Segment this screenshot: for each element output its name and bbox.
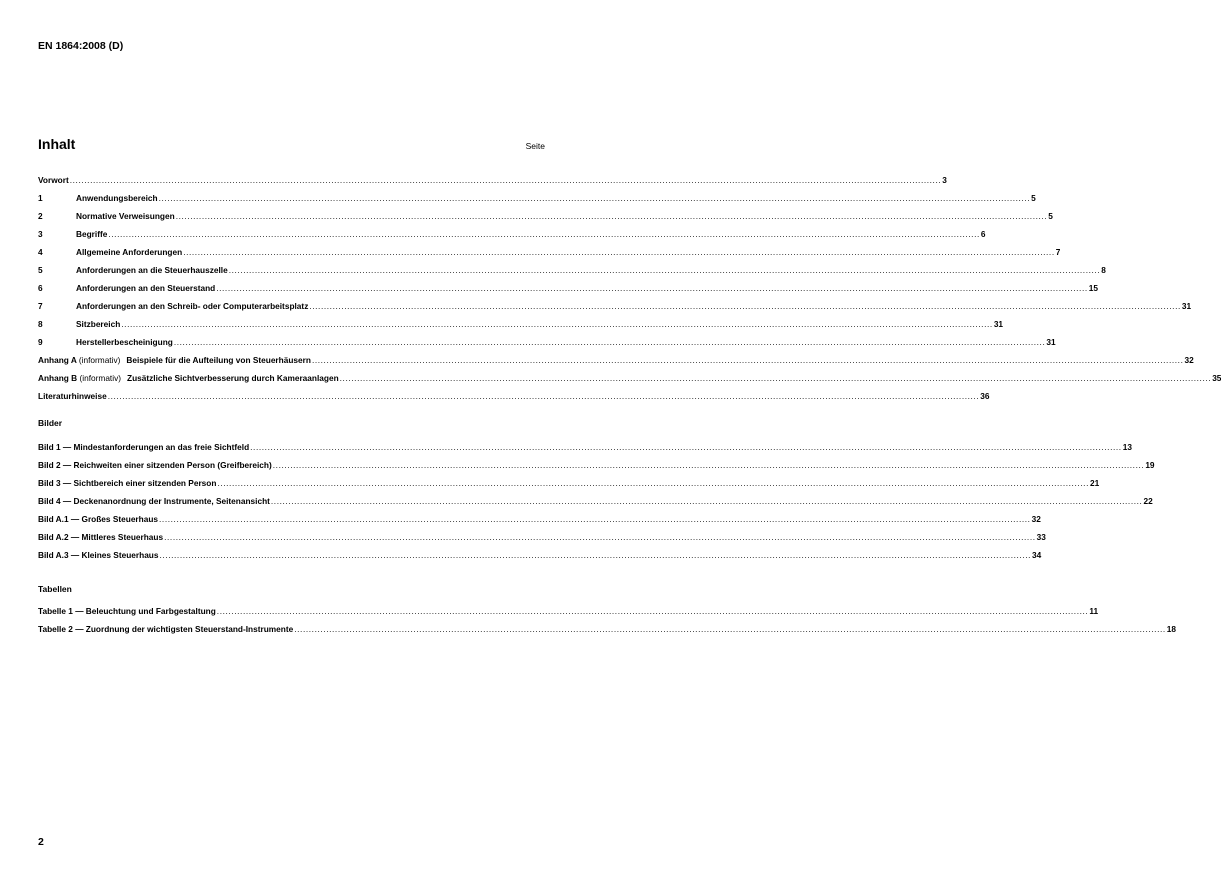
figure-entry-label: Bild A.3 — Kleines Steuerhaus [38,550,159,560]
toc-entry-label: Herstellerbescheinigung [76,337,173,347]
dot-leader: ............................................................................................................................................................................................................................................................................................................ [173,337,1046,347]
figure-entry-page: 22 [1143,496,1153,506]
dot-leader: ............................................................................................................................................................................................................................................................................................................ [121,319,993,329]
toc-entry-page: 35 [1212,373,1221,383]
dot-leader: ............................................................................................................................................................................................................................................................................................................ [250,442,1122,452]
toc-entry-3[interactable] [38,227,986,239]
document-header: EN 1864:2008 (D) [38,40,124,52]
dot-leader: ............................................................................................................................................................................................................................................................................................................ [107,391,980,401]
figure-entry[interactable] [38,494,1153,506]
figure-entry-label: Bild 1 — Mindestanforderungen an das freie Sichtfeld [38,442,250,452]
toc-entry-number: 2 [38,211,43,221]
toc-entry-7[interactable] [38,299,1192,311]
toc-entry-vorwort[interactable] [38,173,947,185]
toc-entry-9[interactable] [38,335,1056,347]
figure-entry[interactable] [38,440,1132,452]
dot-leader: ............................................................................................................................................................................................................................................................................................................ [272,460,1145,470]
annex-prefix: Anhang B [38,373,78,383]
dot-leader: ............................................................................................................................................................................................................................................................................................................ [69,175,942,185]
figure-entry-label: Bild 4 — Deckenanordnung der Instrumente, Seitenansicht [38,496,270,506]
tables-heading: Tabellen [38,584,72,594]
figure-entry-label: Bild A.2 — Mittleres Steuerhaus [38,532,164,542]
figure-entry[interactable] [38,476,1100,488]
figure-entry[interactable] [38,512,1041,524]
annex-informative: (informativ) [79,373,121,383]
figure-entry-label: Bild A.1 — Großes Steuerhaus [38,514,159,524]
toc-entry-page: 31 [993,319,1004,329]
toc-entry-anhang-a[interactable] [38,353,1194,365]
figure-entry[interactable] [38,548,1042,560]
toc-entry-6[interactable] [38,281,1098,293]
toc-entry-label: Sitzbereich [76,319,121,329]
dot-leader: ............................................................................................................................................................................................................................................................................................................ [175,211,1048,221]
dot-leader: ............................................................................................................................................................................................................................................................................................................ [309,301,1181,311]
toc-entry-8[interactable] [38,317,1004,329]
toc-entry-label: Allgemeine Anforderungen [76,247,183,257]
table-entry-page: 11 [1089,606,1099,616]
toc-entry-5[interactable] [38,263,1106,275]
toc-title: Inhalt [38,136,76,152]
toc-entry-anhang-b[interactable] [38,371,1221,383]
toc-entry-number: 7 [38,301,43,311]
toc-entry-label: Vorwort [38,175,69,185]
table-entry-label: Tabelle 1 — Beleuchtung und Farbgestaltung [38,606,216,616]
toc-entry-page: 3 [942,175,947,185]
figure-entry-label: Bild 3 — Sichtbereich einer sitzenden Person [38,478,217,488]
toc-entry-page: 36 [980,391,990,401]
toc-entry-2[interactable] [38,209,1053,221]
toc-entry-number: 5 [38,265,43,275]
toc-entry-page: 8 [1101,265,1106,275]
toc-entry-number: 9 [38,337,43,347]
dot-leader: ............................................................................................................................................................................................................................................................................................................ [216,283,1088,293]
figure-entry-page: 33 [1036,532,1046,542]
toc-entry-page: 32 [1184,355,1194,365]
dot-leader: ............................................................................................................................................................................................................................................................................................................ [294,624,1166,634]
figure-entry-page: 34 [1032,550,1042,560]
annex-informative: (informativ) [78,355,121,365]
annex-prefix: Anhang A [38,355,77,365]
toc-entry-label: Anwendungsbereich [76,193,158,203]
toc-entry-page: 31 [1181,301,1192,311]
dot-leader: ............................................................................................................................................................................................................................................................................................................ [158,193,1031,203]
toc-entry-label: Literaturhinweise [38,391,107,401]
dot-leader: ............................................................................................................................................................................................................................................................................................................ [159,514,1031,524]
toc-entry-label: Normative Verweisungen [76,211,175,221]
toc-entry-number: 6 [38,283,43,293]
toc-entry-label: Anforderungen an die Steuerhauszelle [76,265,228,275]
table-entry-label: Tabelle 2 — Zuordnung der wichtigsten Steuerstand-Instrumente [38,624,294,634]
toc-entry-number: 3 [38,229,43,239]
toc-entry-page: 5 [1048,211,1053,221]
table-entry-page: 18 [1166,624,1177,634]
figure-entry-label: Bild 2 — Reichweiten einer sitzenden Person (Greifbereich) [38,460,272,470]
figure-entry-page: 13 [1122,442,1132,452]
toc-entry-number: 4 [38,247,43,257]
toc-entry-page: 6 [980,229,986,239]
figures-heading: Bilder [38,418,63,428]
figure-entry[interactable] [38,530,1046,542]
toc-entry-label: Begriffe [76,229,108,239]
toc-entry-label [38,373,339,383]
figure-entry[interactable] [38,458,1155,470]
toc-entry-label: Anforderungen an den Steuerstand [76,283,216,293]
figure-entry-page: 19 [1145,460,1155,470]
toc-entry-1[interactable] [38,191,1036,203]
toc-entry-label: Anforderungen an den Schreib- oder Computerarbeitsplatz [76,301,309,311]
dot-leader: ............................................................................................................................................................................................................................................................................................................ [164,532,1036,542]
toc-entry-page: 15 [1088,283,1098,293]
figure-entry-page: 21 [1089,478,1100,488]
toc-entry-literatur[interactable] [38,389,990,401]
dot-leader: ............................................................................................................................................................................................................................................................................................................ [183,247,1055,257]
toc-entry-page: 5 [1031,193,1036,203]
dot-leader: ............................................................................................................................................................................................................................................................................................................ [311,355,1184,365]
dot-leader: ............................................................................................................................................................................................................................................................................................................ [228,265,1101,275]
dot-leader: ............................................................................................................................................................................................................................................................................................................ [216,606,1089,616]
dot-leader: ............................................................................................................................................................................................................................................................................................................ [270,496,1143,506]
annex-title: Zusätzliche Sichtverbesserung durch Kameraanlagen [127,373,339,383]
page-number: 2 [38,836,44,848]
toc-entry-page: 31 [1046,337,1056,347]
table-entry[interactable] [38,622,1177,634]
page-column-label: Seite [525,141,545,151]
dot-leader: ............................................................................................................................................................................................................................................................................................................ [217,478,1089,488]
toc-entry-number: 1 [38,193,43,203]
figure-entry-page: 32 [1031,514,1041,524]
dot-leader: ............................................................................................................................................................................................................................................................................................................ [339,373,1212,383]
toc-entry-page: 7 [1055,247,1061,257]
annex-title: Beispiele für die Aufteilung von Steuerhäusern [126,355,311,365]
dot-leader: ............................................................................................................................................................................................................................................................................................................ [159,550,1032,560]
dot-leader: ............................................................................................................................................................................................................................................................................................................ [108,229,980,239]
table-entry[interactable] [38,604,1099,616]
toc-entry-number: 8 [38,319,43,329]
toc-entry-label [38,355,311,365]
toc-entry-4[interactable] [38,245,1061,257]
